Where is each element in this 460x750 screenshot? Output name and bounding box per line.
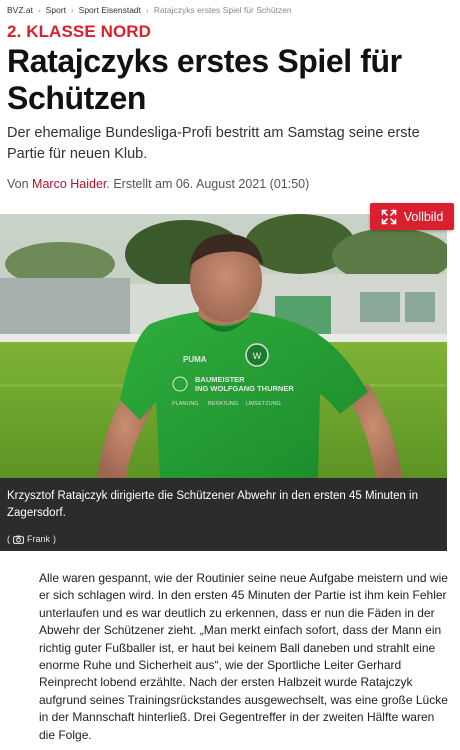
breadcrumb-sport-eisenstadt[interactable]: Sport Eisenstadt xyxy=(78,5,142,15)
chevron-right-icon: › xyxy=(70,5,74,15)
jersey-sponsor-line4: BERATUNG xyxy=(208,401,239,407)
breadcrumb xyxy=(7,3,292,17)
credit-open-paren: ( xyxy=(7,534,10,544)
article-image[interactable] xyxy=(0,214,447,478)
chevron-right-icon: › xyxy=(37,5,41,15)
camera-icon xyxy=(13,535,24,544)
article-body: Alle waren gespannt, wie der Routinier seine neue Aufgabe meistern und wie er sich schlagen wird. In den ersten 45 Minuten der Partie ist ihm kein Fehler unterlaufen und es war deutlich zu erkennen, dass er nun die Fäden in der Abwehr der Schützener zieht. „Man merkt einfach sofort, dass der Mann ein richtig guter Fußballer ist, er haut bei keinem Ball daneben und strahlt eine enorme Ruhe und Sicherheit aus“, wie der Sportliche Leiter Gerhard Reinprecht lobend erzählte. Nach der ersten Halbzeit wurde Ratajczyk aufgrund seines Trainingsrückstandes ausgewechselt, was eine große Lücke in der Mannschaft hinterließ. Drei Gegentreffer in der zweiten Hälfte waren die Folge. xyxy=(39,571,448,742)
breadcrumb-home[interactable]: BVZ.at xyxy=(7,5,33,15)
fullscreen-label: Vollbild xyxy=(403,209,444,224)
svg-text:W: W xyxy=(252,351,262,361)
image-caption-box xyxy=(0,478,447,551)
jersey-sponsor-line2: ING WOLFGANG THURNER xyxy=(195,384,294,393)
jersey-sponsor-line1: BAUMEISTER xyxy=(195,375,245,384)
breadcrumb-sport[interactable]: Sport xyxy=(45,5,66,15)
jersey-brand: PUMA xyxy=(183,355,207,364)
jersey-sponsor-line3: PLANUNG xyxy=(172,401,199,407)
breadcrumb-current: Ratajczyks erstes Spiel für Schützen xyxy=(153,5,292,15)
image-caption: Krzysztof Ratajczyk dirigierte die Schützener Abwehr in den ersten 45 Minuten in Zagersdorf. xyxy=(7,490,419,519)
article-title: Ratajczyks erstes Spiel für Schützen xyxy=(7,43,402,116)
expand-arrows-icon xyxy=(381,209,397,225)
article-byline xyxy=(7,177,309,191)
image-credit xyxy=(7,534,440,544)
byline-prefix: Von xyxy=(7,177,29,191)
chevron-right-icon: › xyxy=(146,5,149,15)
fullscreen-button[interactable] xyxy=(370,203,454,230)
credit-name: Frank xyxy=(27,534,51,544)
byline-date: . Erstellt am 06. August 2021 (01:50) xyxy=(106,177,310,191)
article-lead: Der ehemalige Bundesliga-Profi bestritt am Samstag seine erste Partie für neuen Klub. xyxy=(7,125,420,162)
credit-close-paren: ) xyxy=(53,534,57,544)
jersey-sponsor-line5: UMSETZUNG xyxy=(246,401,281,407)
article-kicker: 2. KLASSE NORD xyxy=(7,22,152,41)
author-link[interactable]: Marco Haider xyxy=(32,177,107,191)
football-player-photo xyxy=(0,214,447,478)
